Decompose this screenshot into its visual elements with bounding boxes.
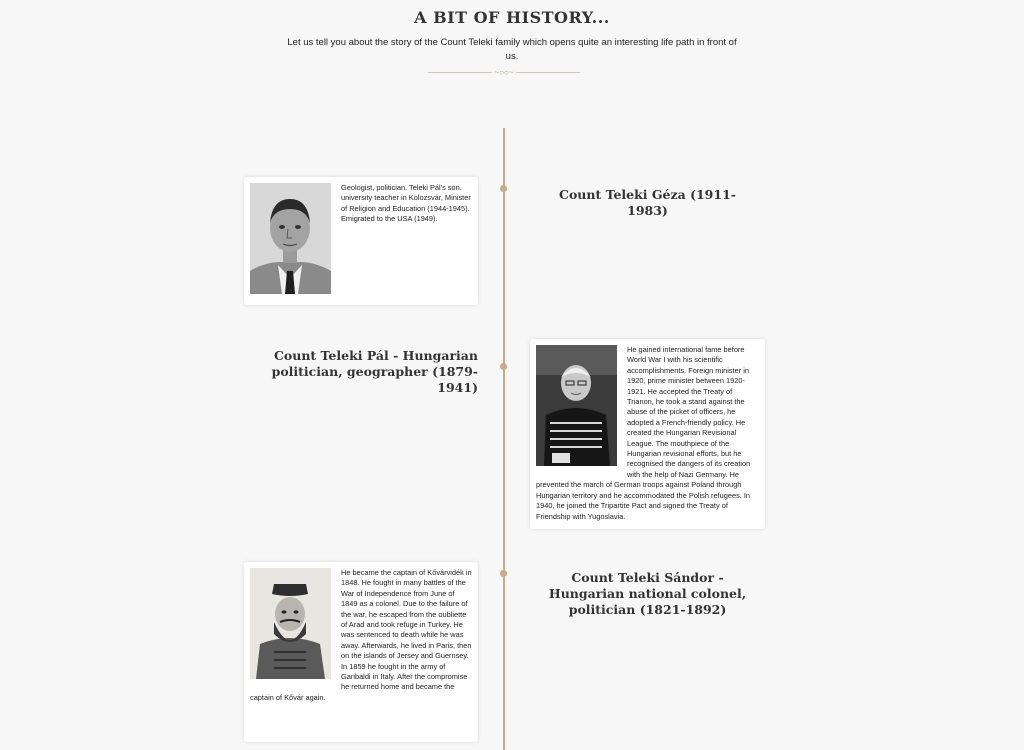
timeline-card-pal	[530, 339, 765, 529]
card-text: He became the captain of Kővárvidék in 1848. He fought in many battles of the War of Independence from June of 1849 as a colonel. Due to the failure of the war, he escaped from the oubliette of Arad and took refuge in Turkey. He was sentenced to death while he was away. Afterwards, he lived in Paris, then on the islands of Jersey and Guernsey. In 1859 he fought in the army of Garibaldi in Italy. After the compromise he returned home and became the captain of Kővár again.	[250, 568, 472, 702]
ornament-divider	[428, 68, 580, 78]
page-title: A BIT OF HISTORY...	[414, 8, 610, 27]
timeline-name-geza: Count Teleki Géza (1911-1983)	[559, 187, 736, 218]
divider-line-right	[516, 72, 580, 73]
page-subtitle: Let us tell you about the story of the Count Teleki family which opens quite an interesting life path in front of us.	[287, 37, 737, 62]
timeline-name-pal: Count Teleki Pál - Hungarian politician, geographer (1879- 1941)	[271, 348, 478, 395]
portrait-photo-geza	[250, 183, 331, 294]
timeline-name-sandor: Count Teleki Sándor - Hungarian national colonel, politician (1821-1892)	[548, 570, 747, 617]
divider-line-left	[428, 72, 492, 73]
card-text: Geologist, politician. Teleki Pál's son. university teacher in Kolozsvár, Minister of Religion and Education (1944-1945). Emigrated to the USA (1949).	[341, 183, 471, 224]
timeline-dot	[500, 363, 507, 370]
portrait-photo-sandor	[250, 568, 331, 679]
card-text: He gained international fame before World War I with his scientific accomplishments. Foreign minister in 1920, prime minister between 1920-1921. He accepted the Treaty of Trianon, he took a stand against the abuse of the picket of officers, he adopted a French-friendly policy. He created the Hungarian Revisional League. The mouthpiece of the Hungarian revisional efforts, but he recognised the dangers of its creation with the help of Nazi Germany. He prevented the march of German troops against Poland through Hungarian territory and he accommodated the Polish refugees. In 1940, he joined the Tripartite Pact and signed the Treaty of Friendship with Yugoslavia.	[536, 345, 751, 521]
timeline-card-sandor	[244, 562, 478, 742]
timeline-card-geza	[244, 177, 478, 305]
divider-ornament: ~○○~	[494, 68, 514, 77]
timeline-line	[503, 128, 505, 750]
timeline-dot	[500, 185, 507, 192]
portrait-photo-pal	[536, 345, 617, 466]
timeline-dot	[500, 570, 507, 577]
